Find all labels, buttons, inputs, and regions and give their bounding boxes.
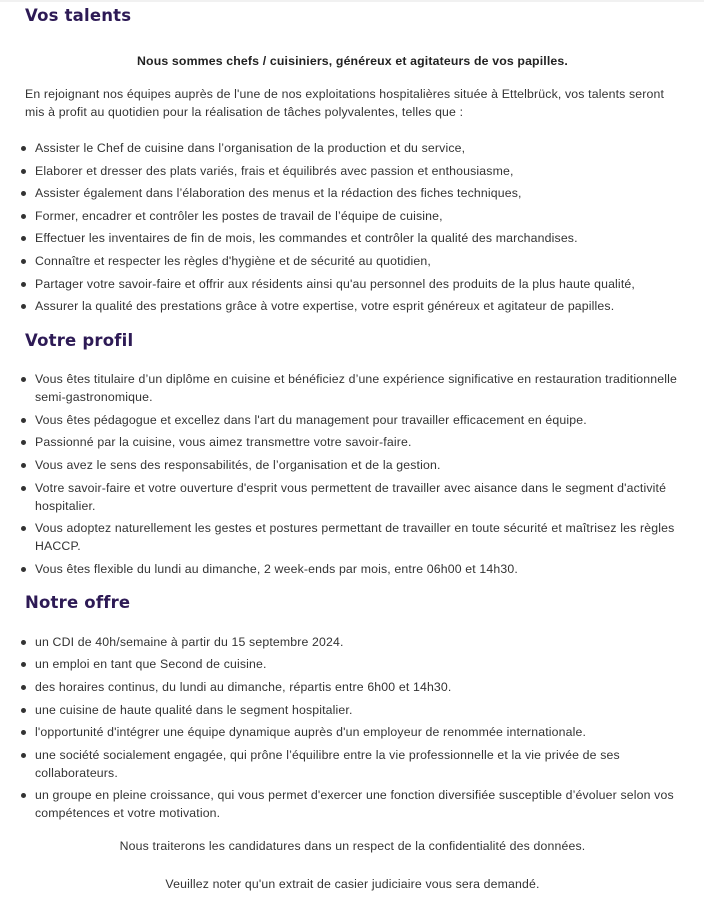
talents-list xyxy=(25,139,680,315)
section-heading-profil: Votre profil xyxy=(25,331,134,351)
list-item: Elaborer et dresser des plats variés, frais et équilibrés avec passion et enthousiasme, xyxy=(25,162,680,180)
list-item: l'opportunité d'intégrer une équipe dynamique auprès d'un employeur de renommée internationale. xyxy=(25,723,680,741)
list-item: Vous êtes flexible du lundi au dimanche, 2 week-ends par mois, entre 06h00 et 14h30. xyxy=(25,560,680,578)
offre-list xyxy=(25,633,680,823)
criminal-record-note: Veuillez noter qu'un extrait de casier judiciaire vous sera demandé. xyxy=(165,877,540,892)
profil-list xyxy=(25,370,680,578)
list-item: un emploi en tant que Second de cuisine. xyxy=(25,655,680,673)
list-item: Former, encadrer et contrôler les postes de travail de l’équipe de cuisine, xyxy=(25,207,680,225)
list-item: Assister le Chef de cuisine dans l’organisation de la production et du service, xyxy=(25,139,680,157)
list-item: Connaître et respecter les règles d'hygiène et de sécurité au quotidien, xyxy=(25,252,680,270)
list-item: une société socialement engagée, qui prône l’équilibre entre la vie professionnelle et la vie privée de ses collaborateurs. xyxy=(25,746,680,782)
list-item: Assister également dans l’élaboration des menus et la rédaction des fiches techniques, xyxy=(25,184,680,202)
list-item: Vous adoptez naturellement les gestes et postures permettant de travailler en toute sécurité et maîtrisez les règles HACCP. xyxy=(25,519,680,555)
section-heading-offre: Notre offre xyxy=(25,592,131,612)
list-item: Votre savoir-faire et votre ouverture d'esprit vous permettent de travailler avec aisance dans le segment d'activité hospitalier. xyxy=(25,479,680,515)
list-item: des horaires continus, du lundi au dimanche, répartis entre 6h00 et 14h30. xyxy=(25,678,680,696)
list-item: un CDI de 40h/semaine à partir du 15 septembre 2024. xyxy=(25,633,680,651)
job-description xyxy=(25,0,680,893)
list-item: Vous êtes pédagogue et excellez dans l'art du management pour travailler efficacement en équipe. xyxy=(25,411,680,429)
list-item: Assurer la qualité des prestations grâce à votre expertise, votre esprit généreux et agitateur de papilles. xyxy=(25,297,680,315)
list-item: Partager votre savoir-faire et offrir aux résidents ainsi qu'au personnel des produits de la plus haute qualité, xyxy=(25,275,680,293)
list-item: un groupe en pleine croissance, qui vous permet d'exercer une fonction diversifiée susceptible d’évoluer selon vos compétences et votre motivation. xyxy=(25,786,680,822)
list-item: une cuisine de haute qualité dans le segment hospitalier. xyxy=(25,701,680,719)
list-item: Passionné par la cuisine, vous aimez transmettre votre savoir-faire. xyxy=(25,433,680,451)
list-item: Vous êtes titulaire d’un diplôme en cuisine et bénéficiez d’une expérience significative en restauration traditionnelle semi-gastronomique. xyxy=(25,370,680,406)
section-heading-talents: Vos talents xyxy=(25,6,132,25)
list-item: Effectuer les inventaires de fin de mois, les commandes et contrôler la qualité des marchandises. xyxy=(25,229,680,247)
intro-tagline: Nous sommes chefs / cuisiniers, généreux et agitateurs de vos papilles. xyxy=(137,54,568,68)
list-item: Vous avez le sens des responsabilités, de l’organisation et de la gestion. xyxy=(25,456,680,474)
confidentiality-note: Nous traiterons les candidatures dans un respect de la confidentialité des données. xyxy=(119,839,586,854)
intro-paragraph: En rejoignant nos équipes auprès de l'une de nos exploitations hospitalières située à Ettelbrück, vos talents seront mis à profit au quotidien pour la réalisation de tâches polyvalentes, telles que : xyxy=(25,87,665,119)
